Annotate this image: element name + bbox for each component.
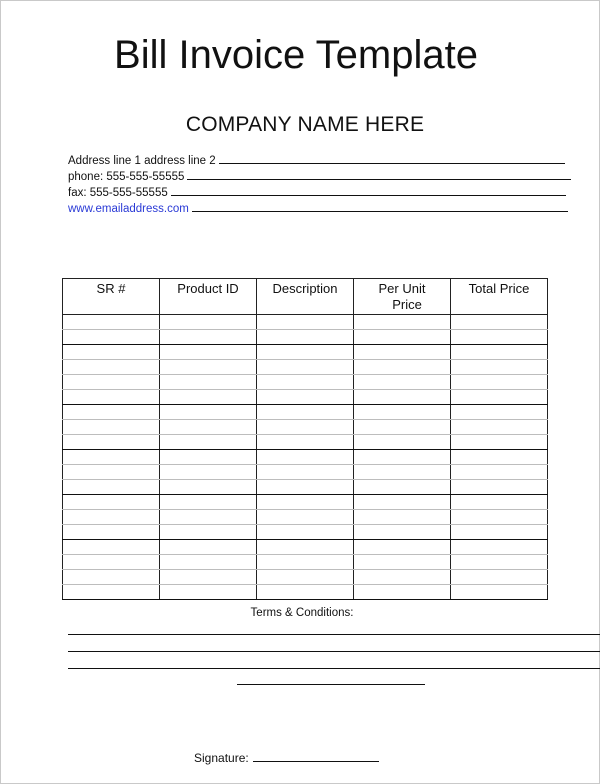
table-body — [63, 315, 548, 600]
table-cell[interactable] — [354, 435, 451, 450]
table-cell[interactable] — [451, 420, 548, 435]
table-row — [63, 525, 548, 540]
email-blank-line[interactable] — [192, 201, 568, 212]
address-line — [68, 153, 565, 168]
table-cell[interactable] — [354, 555, 451, 570]
table-row — [63, 330, 548, 345]
table-cell[interactable] — [160, 525, 257, 540]
table-cell[interactable] — [257, 525, 354, 540]
table-cell[interactable] — [257, 480, 354, 495]
address-blank-line[interactable] — [219, 153, 565, 164]
table-cell[interactable] — [257, 495, 354, 510]
table-cell[interactable] — [451, 525, 548, 540]
table-row — [63, 345, 548, 360]
table-cell[interactable] — [160, 540, 257, 555]
table-header-row — [63, 279, 548, 315]
table-cell[interactable] — [257, 465, 354, 480]
table-cell[interactable] — [63, 360, 160, 375]
column-header-product-id: Product ID — [160, 279, 257, 315]
table-cell[interactable] — [160, 495, 257, 510]
table-cell[interactable] — [257, 375, 354, 390]
table-cell[interactable] — [354, 480, 451, 495]
table-row — [63, 420, 548, 435]
table-cell[interactable] — [354, 420, 451, 435]
table-cell[interactable] — [257, 570, 354, 585]
table-cell[interactable] — [354, 540, 451, 555]
table-cell[interactable] — [354, 330, 451, 345]
table-cell[interactable] — [257, 390, 354, 405]
terms-blank-line[interactable] — [68, 651, 600, 652]
table-cell[interactable] — [451, 585, 548, 600]
table-cell[interactable] — [451, 450, 548, 465]
table-row — [63, 495, 548, 510]
per-unit-label: Per Unit — [378, 281, 426, 296]
table-cell[interactable] — [257, 585, 354, 600]
table-cell[interactable] — [257, 420, 354, 435]
fax-label: fax: 555-555-55555 — [68, 187, 168, 199]
email-line — [68, 201, 568, 216]
table-cell[interactable] — [160, 450, 257, 465]
column-header-description: Description — [257, 279, 354, 315]
table-cell[interactable] — [354, 390, 451, 405]
table-cell[interactable] — [160, 315, 257, 330]
table-cell[interactable] — [63, 315, 160, 330]
table-cell[interactable] — [63, 420, 160, 435]
table-cell[interactable] — [257, 435, 354, 450]
table-cell[interactable] — [257, 345, 354, 360]
table-cell[interactable] — [354, 450, 451, 465]
table-cell[interactable] — [160, 330, 257, 345]
table-cell[interactable] — [257, 330, 354, 345]
table-row — [63, 585, 548, 600]
table-cell[interactable] — [63, 570, 160, 585]
signature-blank-line[interactable] — [253, 751, 379, 762]
table-cell[interactable] — [257, 540, 354, 555]
table-row — [63, 480, 548, 495]
table-row — [63, 435, 548, 450]
table-cell[interactable] — [160, 510, 257, 525]
table-cell[interactable] — [257, 450, 354, 465]
table-row — [63, 570, 548, 585]
signature-label: Signature: — [194, 751, 249, 765]
table-cell[interactable] — [63, 435, 160, 450]
table-cell[interactable] — [160, 345, 257, 360]
table-cell[interactable] — [63, 540, 160, 555]
table-cell[interactable] — [451, 345, 548, 360]
table-cell[interactable] — [354, 510, 451, 525]
table-cell[interactable] — [257, 555, 354, 570]
table-cell[interactable] — [451, 375, 548, 390]
table-cell[interactable] — [451, 405, 548, 420]
table-cell[interactable] — [160, 585, 257, 600]
table-row — [63, 315, 548, 330]
fax-line — [68, 185, 566, 200]
phone-line — [68, 169, 571, 184]
table-cell[interactable] — [451, 540, 548, 555]
phone-blank-line[interactable] — [187, 169, 571, 180]
terms-blank-line-short[interactable] — [237, 684, 425, 685]
table-cell[interactable] — [63, 585, 160, 600]
table-cell[interactable] — [451, 555, 548, 570]
table-cell[interactable] — [354, 375, 451, 390]
table-cell[interactable] — [451, 315, 548, 330]
table-cell[interactable] — [63, 510, 160, 525]
table-cell[interactable] — [451, 480, 548, 495]
table-cell[interactable] — [63, 495, 160, 510]
table-cell[interactable] — [257, 360, 354, 375]
table-row — [63, 390, 548, 405]
table-cell[interactable] — [257, 510, 354, 525]
signature-line — [194, 751, 379, 765]
table-row — [63, 375, 548, 390]
table-row — [63, 405, 548, 420]
phone-label: phone: 555-555-55555 — [68, 171, 185, 183]
table-cell[interactable] — [160, 480, 257, 495]
email-link[interactable]: www.emailaddress.com — [68, 203, 189, 215]
table-cell[interactable] — [160, 405, 257, 420]
table-cell[interactable] — [160, 435, 257, 450]
table-cell[interactable] — [354, 525, 451, 540]
address-label: Address line 1 address line 2 — [68, 155, 216, 167]
table-cell[interactable] — [257, 315, 354, 330]
table-row — [63, 360, 548, 375]
table-cell[interactable] — [451, 570, 548, 585]
table-cell[interactable] — [451, 390, 548, 405]
table-cell[interactable] — [451, 510, 548, 525]
column-header-total-price: Total Price — [451, 279, 548, 315]
column-header-sr: SR # — [63, 279, 160, 315]
fax-blank-line[interactable] — [171, 185, 566, 196]
table-cell[interactable] — [257, 405, 354, 420]
table-cell[interactable] — [160, 390, 257, 405]
terms-blank-line[interactable] — [68, 668, 600, 669]
table-cell[interactable] — [63, 375, 160, 390]
table-cell[interactable] — [63, 345, 160, 360]
document-title: Bill Invoice Template — [114, 33, 478, 77]
table-row — [63, 555, 548, 570]
table-cell[interactable] — [354, 495, 451, 510]
terms-label: Terms & Conditions: — [250, 607, 354, 619]
table-cell[interactable] — [451, 330, 548, 345]
table-cell[interactable] — [160, 360, 257, 375]
table-cell[interactable] — [451, 360, 548, 375]
table-cell[interactable] — [354, 360, 451, 375]
table-cell[interactable] — [354, 465, 451, 480]
company-name: COMPANY NAME HERE — [185, 113, 425, 136]
table-cell[interactable] — [451, 435, 548, 450]
table-cell[interactable] — [354, 315, 451, 330]
table-cell[interactable] — [354, 345, 451, 360]
terms-blank-line[interactable] — [68, 634, 600, 635]
table-cell[interactable] — [354, 585, 451, 600]
table-row — [63, 540, 548, 555]
table-cell[interactable] — [160, 555, 257, 570]
table-cell[interactable] — [63, 465, 160, 480]
table-cell[interactable] — [354, 405, 451, 420]
table-cell[interactable] — [63, 390, 160, 405]
table-cell[interactable] — [63, 450, 160, 465]
table-cell[interactable] — [160, 420, 257, 435]
table-cell[interactable] — [451, 465, 548, 480]
table-cell[interactable] — [63, 555, 160, 570]
table-cell[interactable] — [451, 495, 548, 510]
table-row — [63, 450, 548, 465]
table-cell[interactable] — [160, 570, 257, 585]
table-cell[interactable] — [63, 330, 160, 345]
table-cell[interactable] — [160, 465, 257, 480]
table-cell[interactable] — [160, 375, 257, 390]
price-label: Price — [392, 297, 422, 312]
table-cell[interactable] — [63, 405, 160, 420]
table-cell[interactable] — [354, 570, 451, 585]
table-row — [63, 465, 548, 480]
invoice-items-table — [62, 278, 548, 600]
table-cell[interactable] — [63, 525, 160, 540]
column-header-per-unit-price — [354, 279, 451, 315]
table-row — [63, 510, 548, 525]
table-cell[interactable] — [63, 480, 160, 495]
